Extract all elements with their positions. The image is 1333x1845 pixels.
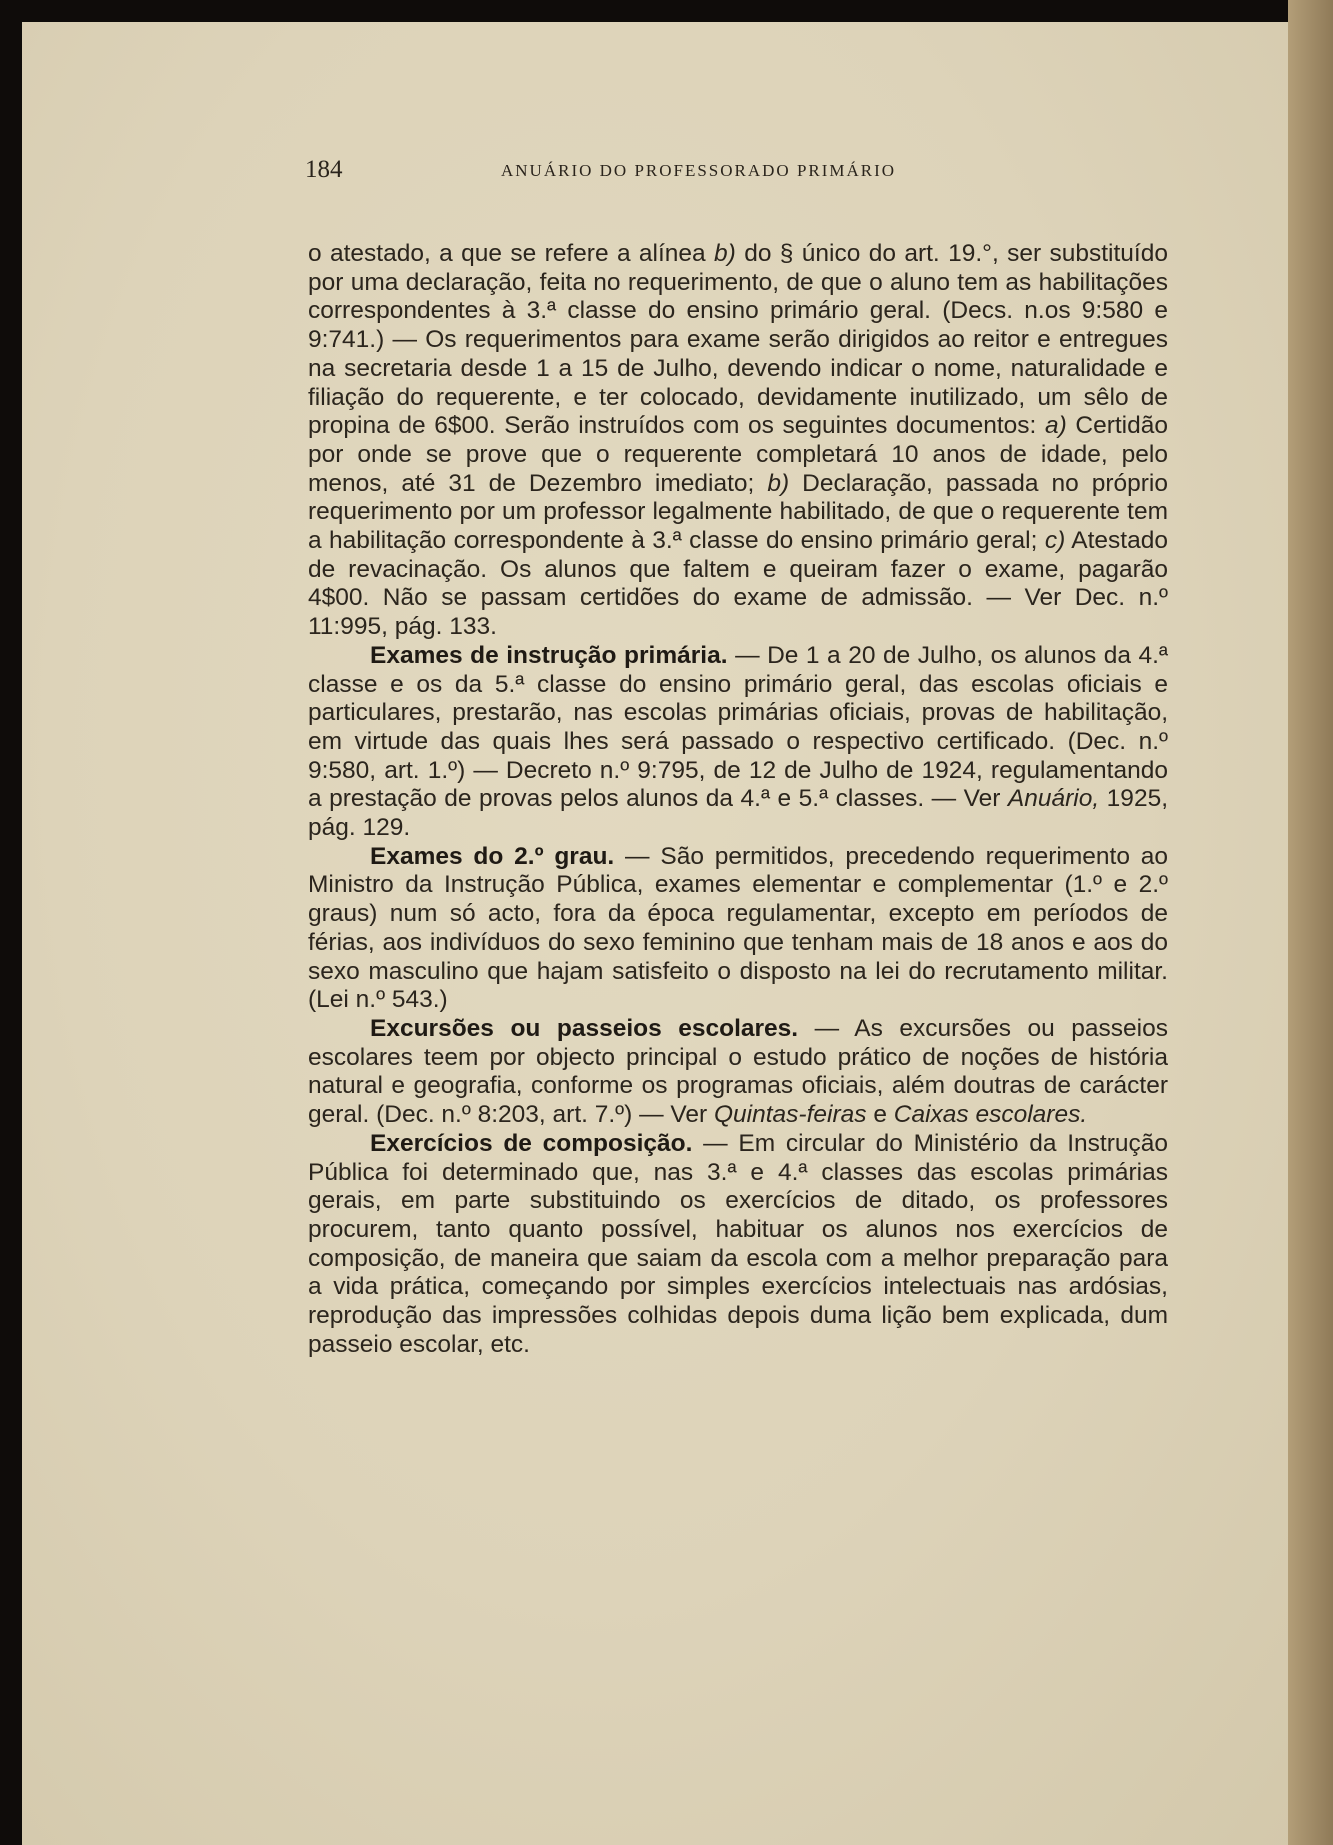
- paragraph-admission-exam: [308, 240, 1168, 642]
- text-segment: — Em circular do Ministério da Instrução Pública foi determinado que, nas 3.ª e 4.ª classes das escolas primárias gerais, em parte substituindo os exercícios de ditado, os professores procurem, tanto quanto possível, habituar os alunos nos exercícios de composição, de maneira que saiam da escola com a melhor preparação para a vida prática, começando por simples exercícios intelectuais nas ardósias, reprodução das impressões colhidas depois duma lição bem explicada, dum passeio escolar, etc.: [308, 1129, 1168, 1358]
- section-heading: Exercícios de composição.: [370, 1129, 693, 1157]
- text-segment: Declaração, passada no próprio requerimento por um professor legalmente habilitado, de que o requerente tem a habilitação correspondente à 3.ª classe do ensino primário geral;: [308, 469, 1168, 555]
- text-segment: Anuário,: [1007, 785, 1100, 813]
- section-heading: Exames do 2.º grau.: [370, 842, 615, 870]
- text-segment: Caixas escolares.: [893, 1101, 1088, 1129]
- page-header: [305, 156, 985, 186]
- text-segment: — As excursões ou passeios escolares teem por objecto principal o estudo prático de noções de história natural e geografia, conforme os programas oficiais, além doutras de carácter geral. (Dec. n.º 8:203, art. 7.º) — Ver: [308, 1014, 1168, 1129]
- text-segment: b): [714, 240, 736, 267]
- text-segment: do § único do art. 19.°, ser substituído por uma declaração, feita no requerimento, de que o aluno tem as habilitações correspondentes à 3.ª classe do ensino primário geral. (Decs. n.os 9:580 e 9:741.) — Os requerimentos para exame serão dirigidos ao reitor e entregues na secretaria desde 1 a 15 de Julho, devendo indicar o nome, naturalidade e filiação do requerente, e ter colocado, devidamente inutilizado, um sêlo de propina de 6$00. Serão instruídos com os seguintes documentos:: [308, 240, 1168, 440]
- adjacent-page-edge: [1288, 0, 1333, 1845]
- text-segment: Quintas-feiras: [714, 1101, 867, 1129]
- text-segment: c): [1044, 527, 1066, 555]
- text-segment: 1925, pág. 129.: [308, 785, 1168, 842]
- paragraph-second-grade-exams: [308, 843, 1168, 1015]
- paragraph-school-excursions: [308, 1015, 1168, 1130]
- section-heading: Excursões ou passeios escolares.: [370, 1014, 799, 1042]
- text-segment: — São permitidos, precedendo requerimento ao Ministro da Instrução Pública, exames elementar e complementar (1.º e 2.º graus) num só acto, fora da época regulamentar, excepto em períodos de férias, aos indivíduos do sexo feminino que tenham mais de 18 anos e aos do sexo masculino que hajam satisfeito o disposto na lei do recrutamento militar. (Lei n.º 543.): [308, 842, 1168, 1014]
- section-heading: Exames de instrução primária.: [370, 641, 728, 669]
- paragraph-primary-exams: [308, 642, 1168, 843]
- text-segment: Atestado de revacinação. Os alunos que faltem e queiram fazer o exame, pagarão 4$00. Não se passam certidões do exame de admissão. — Ver Dec. n.º 11:995, pág. 133.: [308, 527, 1168, 641]
- paragraph-composition-exercises: [308, 1130, 1168, 1360]
- text-segment: Certidão por onde se prove que o requerente completará 10 anos de idade, pelo menos, até 31 de Dezembro imediato;: [308, 412, 1168, 497]
- text-segment: a): [1044, 412, 1067, 440]
- text-segment: e: [866, 1101, 894, 1129]
- text-segment: o atestado, a que se refere a alínea: [308, 240, 715, 267]
- running-title: ANUÁRIO DO PROFESSORADO PRIMÁRIO: [501, 161, 897, 180]
- text-segment: — De 1 a 20 de Julho, os alunos da 4.ª classe e os da 5.ª classe do ensino primário geral, das escolas oficiais e particulares, prestarão, nas escolas primárias oficiais, provas de habilitação, em virtude das quais lhes será passado o respectivo certificado. (Dec. n.º 9:580, art. 1.º) — Decreto n.º 9:795, de 12 de Julho de 1924, regulamentando a prestação de provas pelos alunos da 4.ª e 5.ª classes. — Ver: [308, 641, 1169, 813]
- body-text: [308, 240, 1168, 1359]
- text-segment: b): [767, 469, 790, 497]
- page-number: 184: [305, 156, 343, 183]
